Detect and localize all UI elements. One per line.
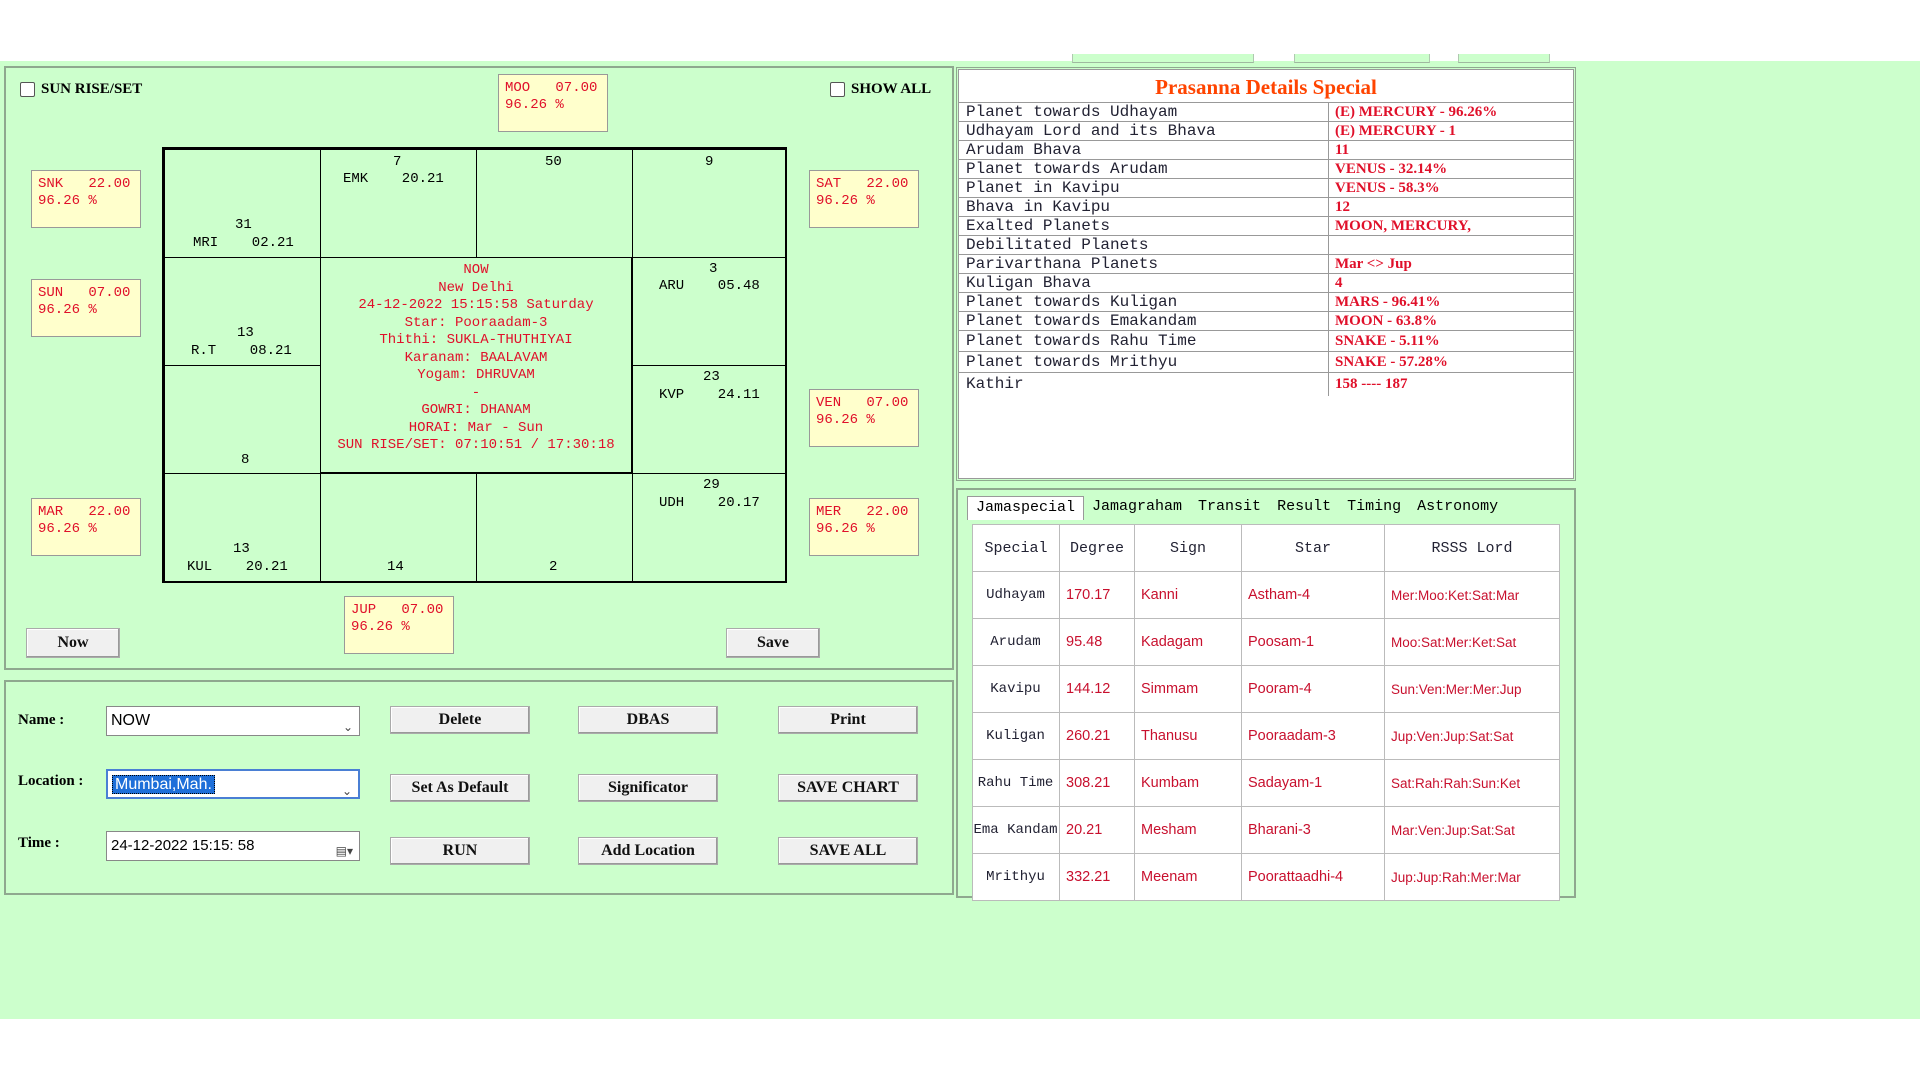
- prasanna-row: [959, 373, 1573, 396]
- tab-strip: [967, 496, 1506, 520]
- checkbox-box[interactable]: [830, 82, 845, 97]
- table-cell: Kanni: [1135, 572, 1242, 619]
- center-line: Thithi: SUKLA-THUTHIYAI: [379, 332, 573, 348]
- table-cell: Mer:Moo:Ket:Sat:Mar: [1385, 572, 1560, 619]
- prasanna-row: [959, 236, 1573, 255]
- center-line: SUN RISE/SET: 07:10:51 / 17:30:18: [337, 437, 615, 453]
- time-picker[interactable]: [106, 831, 360, 861]
- table-header-row: [973, 525, 1560, 572]
- table-cell: 20.21: [1060, 807, 1135, 854]
- center-line: 24-12-2022 15:15:58 Saturday: [358, 297, 594, 313]
- set-default-button[interactable]: Set As Default: [390, 774, 530, 802]
- prasanna-value: (E) MERCURY - 96.26%: [1335, 104, 1498, 120]
- tab-astronomy[interactable]: Astronomy: [1417, 498, 1499, 515]
- chart-cell[interactable]: [320, 473, 477, 583]
- prasanna-value: Mar <> Jup: [1335, 256, 1412, 272]
- cell-label: KVP 24.11: [659, 387, 760, 403]
- planet-box-sun: [31, 279, 141, 337]
- chart-cell[interactable]: [476, 149, 633, 258]
- table-cell: Mar:Ven:Jup:Sat:Sat: [1385, 807, 1560, 854]
- prasanna-key: Planet towards Rahu Time: [959, 331, 1329, 351]
- table-cell: Sat:Rah:Rah:Sun:Ket: [1385, 760, 1560, 807]
- prasanna-key: Planet towards Arudam: [959, 160, 1329, 178]
- cell-label: R.T 08.21: [191, 343, 292, 359]
- cell-number: 3: [709, 261, 718, 277]
- table-cell: 170.17: [1060, 572, 1135, 619]
- sunriseset-checkbox[interactable]: [20, 81, 142, 98]
- planet-percent: 96.26 %: [816, 412, 875, 428]
- prasanna-key: Planet towards Mrithyu: [959, 352, 1329, 372]
- center-line: New Delhi: [438, 279, 514, 296]
- prasanna-title: Prasanna Details Special: [959, 70, 1573, 103]
- table-row[interactable]: [973, 572, 1560, 619]
- center-line: HORAI: Mar - Sun: [408, 419, 544, 436]
- table-cell: Sun:Ven:Mer:Mer:Jup: [1385, 666, 1560, 713]
- cell-number: 23: [703, 369, 720, 385]
- prasanna-key: Bhava in Kavipu: [959, 198, 1329, 216]
- dbas-button[interactable]: DBAS: [578, 706, 718, 734]
- prasanna-key: Kuligan Bhava: [959, 274, 1329, 292]
- planet-percent: 96.26 %: [38, 302, 97, 318]
- planet-degree: SUN 07.00: [38, 285, 131, 301]
- prasanna-row: [959, 255, 1573, 274]
- table-cell: Sadayam-1: [1242, 760, 1385, 807]
- showall-checkbox[interactable]: [830, 81, 931, 98]
- jama-table-body: [973, 572, 1560, 901]
- tab-transit[interactable]: Transit: [1198, 498, 1262, 515]
- cell-number: 29: [703, 477, 720, 493]
- chart-cell[interactable]: [320, 149, 477, 258]
- sunriseset-label: SUN RISE/SET: [41, 81, 143, 97]
- cell-number: 13: [237, 325, 254, 341]
- chart-cell[interactable]: [632, 257, 787, 366]
- table-cell: Rahu Time: [973, 760, 1060, 807]
- prasanna-value: SNAKE - 57.28%: [1335, 354, 1448, 370]
- planet-degree: MOO 07.00: [505, 80, 598, 96]
- cell-number: 8: [241, 452, 250, 468]
- prasanna-value: MOON - 63.8%: [1335, 313, 1438, 329]
- prasanna-rows: [959, 103, 1573, 396]
- planet-percent: 96.26 %: [38, 521, 97, 537]
- chart-cell[interactable]: [632, 473, 787, 583]
- now-button[interactable]: Now: [26, 628, 120, 658]
- cell-number: 9: [705, 154, 714, 170]
- prasanna-value: 12: [1335, 199, 1350, 215]
- name-value: NOW: [111, 712, 151, 729]
- center-line: Yogam: DHRUVAM: [417, 367, 535, 383]
- cell-number: 31: [235, 217, 252, 233]
- cell-label: MRI 02.21: [193, 235, 294, 251]
- table-cell: Jup:Ven:Jup:Sat:Sat: [1385, 713, 1560, 760]
- prasanna-value: SNAKE - 5.11%: [1335, 333, 1440, 349]
- prasanna-key: Debilitated Planets: [959, 236, 1329, 254]
- prasanna-details-table: [958, 69, 1574, 479]
- prasanna-row: [959, 198, 1573, 217]
- cell-number: 7: [393, 154, 402, 170]
- planet-box-mar: [31, 498, 141, 556]
- planet-box-mer: [809, 498, 919, 556]
- rasi-chart-grid: [162, 147, 787, 583]
- significator-button[interactable]: Significator: [578, 774, 718, 802]
- prasanna-key: Parivarthana Planets: [959, 255, 1329, 273]
- tab-result[interactable]: Result: [1277, 498, 1332, 515]
- planet-degree: MER 22.00: [816, 504, 909, 520]
- table-cell: Kumbam: [1135, 760, 1242, 807]
- table-cell: Arudam: [973, 619, 1060, 666]
- table-row[interactable]: [973, 619, 1560, 666]
- planet-degree: MAR 22.00: [38, 504, 131, 520]
- calendar-icon[interactable]: ▤▾: [335, 844, 353, 858]
- table-cell: Meenam: [1135, 854, 1242, 901]
- name-label: Name :: [18, 712, 65, 728]
- cell-number: 50: [545, 154, 562, 170]
- add-location-button[interactable]: Add Location: [578, 837, 718, 865]
- planet-box-jup: [344, 596, 454, 654]
- save-all-button[interactable]: SAVE ALL: [778, 837, 918, 865]
- location-label: Location :: [18, 773, 84, 789]
- prasanna-row: [959, 352, 1573, 373]
- planet-box-ven: [809, 389, 919, 447]
- table-cell: Pooraadam-3: [1242, 713, 1385, 760]
- location-value[interactable]: Mumbai,Mah.: [112, 775, 215, 794]
- prasanna-key: Arudam Bhava: [959, 141, 1329, 159]
- prasanna-row: [959, 122, 1573, 141]
- table-cell: Astham-4: [1242, 572, 1385, 619]
- planet-percent: 96.26 %: [816, 521, 875, 537]
- prasanna-key: Planet towards Kuligan: [959, 293, 1329, 311]
- prasanna-row: [959, 160, 1573, 179]
- table-cell: Kavipu: [973, 666, 1060, 713]
- planet-percent: 96.26 %: [505, 97, 564, 113]
- column-header[interactable]: RSSS Lord: [1385, 525, 1560, 572]
- form-panel: [4, 680, 954, 895]
- prasanna-row: [959, 312, 1573, 331]
- cell-label: ARU 05.48: [659, 278, 760, 294]
- chart-cell[interactable]: [164, 257, 321, 366]
- chart-cell[interactable]: [632, 365, 787, 474]
- prasanna-row: [959, 274, 1573, 293]
- prasanna-row: [959, 103, 1573, 122]
- cell-number: 13: [233, 541, 250, 557]
- planet-degree: JUP 07.00: [351, 602, 444, 618]
- table-cell: Poorattaadhi-4: [1242, 854, 1385, 901]
- cell-label: UDH 20.17: [659, 495, 760, 511]
- planet-box-snk: [31, 170, 141, 228]
- table-cell: Simmam: [1135, 666, 1242, 713]
- prasanna-value: MOON, MERCURY,: [1335, 218, 1471, 234]
- table-cell: 144.12: [1060, 666, 1135, 713]
- showall-label: SHOW ALL: [851, 81, 932, 97]
- prasanna-key: Kathir: [959, 373, 1329, 396]
- prasanna-key: Udhayam Lord and its Bhava: [959, 122, 1329, 140]
- prasanna-row: [959, 293, 1573, 312]
- column-header[interactable]: Degree: [1060, 525, 1135, 572]
- prasanna-key: Planet in Kavipu: [959, 179, 1329, 197]
- chevron-down-icon[interactable]: ⌄: [342, 720, 353, 734]
- table-cell: Moo:Sat:Mer:Ket:Sat: [1385, 619, 1560, 666]
- prasanna-value: (E) MERCURY - 1: [1335, 123, 1456, 139]
- top-tab-stub[interactable]: [1294, 54, 1430, 63]
- table-cell: Ema Kandam: [973, 807, 1060, 854]
- table-cell: Pooram-4: [1242, 666, 1385, 713]
- prasanna-row: [959, 179, 1573, 198]
- planet-degree: SAT 22.00: [816, 176, 909, 192]
- center-line: -: [471, 384, 481, 401]
- table-cell: Mesham: [1135, 807, 1242, 854]
- prasanna-key: Planet towards Emakandam: [959, 312, 1329, 330]
- table-cell: 95.48: [1060, 619, 1135, 666]
- column-header[interactable]: Star: [1242, 525, 1385, 572]
- prasanna-value: 4: [1335, 275, 1343, 291]
- table-cell: Thanusu: [1135, 713, 1242, 760]
- chart-cell[interactable]: [164, 149, 321, 258]
- table-row[interactable]: [973, 807, 1560, 854]
- table-cell: 332.21: [1060, 854, 1135, 901]
- print-button[interactable]: Print: [778, 706, 918, 734]
- cell-label: EMK 20.21: [343, 171, 444, 187]
- delete-button[interactable]: Delete: [390, 706, 530, 734]
- table-row[interactable]: [973, 854, 1560, 901]
- table-row[interactable]: [973, 666, 1560, 713]
- table-row[interactable]: [973, 760, 1560, 807]
- prasanna-row: [959, 217, 1573, 236]
- table-cell: Bharani-3: [1242, 807, 1385, 854]
- table-cell: Poosam-1: [1242, 619, 1385, 666]
- tab-timing[interactable]: Timing: [1347, 498, 1402, 515]
- location-dropdown[interactable]: [106, 769, 360, 799]
- planet-percent: 96.26 %: [351, 619, 410, 635]
- column-header[interactable]: Special: [973, 525, 1060, 572]
- prasanna-key: Exalted Planets: [959, 217, 1329, 235]
- center-line: GOWRI: DHANAM: [421, 402, 531, 418]
- chart-cell[interactable]: [164, 473, 321, 583]
- cell-number: 14: [387, 559, 404, 575]
- planet-percent: 96.26 %: [816, 193, 875, 209]
- cell-label: KUL 20.21: [187, 559, 288, 575]
- time-label: Time :: [18, 835, 60, 851]
- table-cell: Udhayam: [973, 572, 1060, 619]
- prasanna-value: VENUS - 58.3%: [1335, 180, 1440, 196]
- table-cell: Jup:Jup:Rah:Mer:Mar: [1385, 854, 1560, 901]
- center-line: Karanam: BAALAVAM: [404, 349, 548, 366]
- planet-degree: SNK 22.00: [38, 176, 131, 192]
- prasanna-value: 158 ---- 187: [1335, 376, 1408, 392]
- prasanna-row: [959, 331, 1573, 352]
- tab-jamagraham[interactable]: Jamagraham: [1092, 498, 1183, 515]
- table-cell: 260.21: [1060, 713, 1135, 760]
- top-tab-stub[interactable]: [1458, 54, 1550, 63]
- jama-special-table: [972, 524, 1560, 901]
- table-cell: Mrithyu: [973, 854, 1060, 901]
- top-tab-stub[interactable]: [1072, 54, 1254, 63]
- save-button[interactable]: Save: [726, 628, 820, 658]
- planet-box-moo: [498, 74, 608, 132]
- chart-cell[interactable]: [632, 149, 787, 258]
- prasanna-key: Planet towards Udhayam: [959, 103, 1329, 121]
- prasanna-row: [959, 141, 1573, 160]
- center-line: Star: Pooraadam-3: [404, 314, 548, 331]
- chart-center-info: [320, 257, 632, 473]
- chart-cell[interactable]: [476, 473, 633, 583]
- prasanna-value: MARS - 96.41%: [1335, 294, 1441, 310]
- center-line: NOW: [463, 262, 489, 278]
- column-header[interactable]: Sign: [1135, 525, 1242, 572]
- checkbox-box[interactable]: [20, 82, 35, 97]
- save-chart-button[interactable]: SAVE CHART: [778, 774, 918, 802]
- prasanna-value: 11: [1335, 142, 1350, 158]
- cell-number: 2: [549, 559, 558, 575]
- tab-jamaspecial[interactable]: Jamaspecial: [967, 496, 1084, 520]
- planet-percent: 96.26 %: [38, 193, 97, 209]
- prasanna-value: [1329, 236, 1573, 254]
- chevron-down-icon[interactable]: ⌄: [341, 784, 352, 798]
- table-row[interactable]: [973, 713, 1560, 760]
- run-button[interactable]: RUN: [390, 837, 530, 865]
- table-cell: Kadagam: [1135, 619, 1242, 666]
- prasanna-value: VENUS - 32.14%: [1335, 161, 1448, 177]
- chart-cell[interactable]: [164, 365, 321, 474]
- table-cell: 308.21: [1060, 760, 1135, 807]
- name-dropdown[interactable]: [106, 706, 360, 736]
- table-cell: Kuligan: [973, 713, 1060, 760]
- time-value: 24-12-2022 15:15: 58: [111, 837, 255, 854]
- planet-degree: VEN 07.00: [816, 395, 909, 411]
- planet-box-sat: [809, 170, 919, 228]
